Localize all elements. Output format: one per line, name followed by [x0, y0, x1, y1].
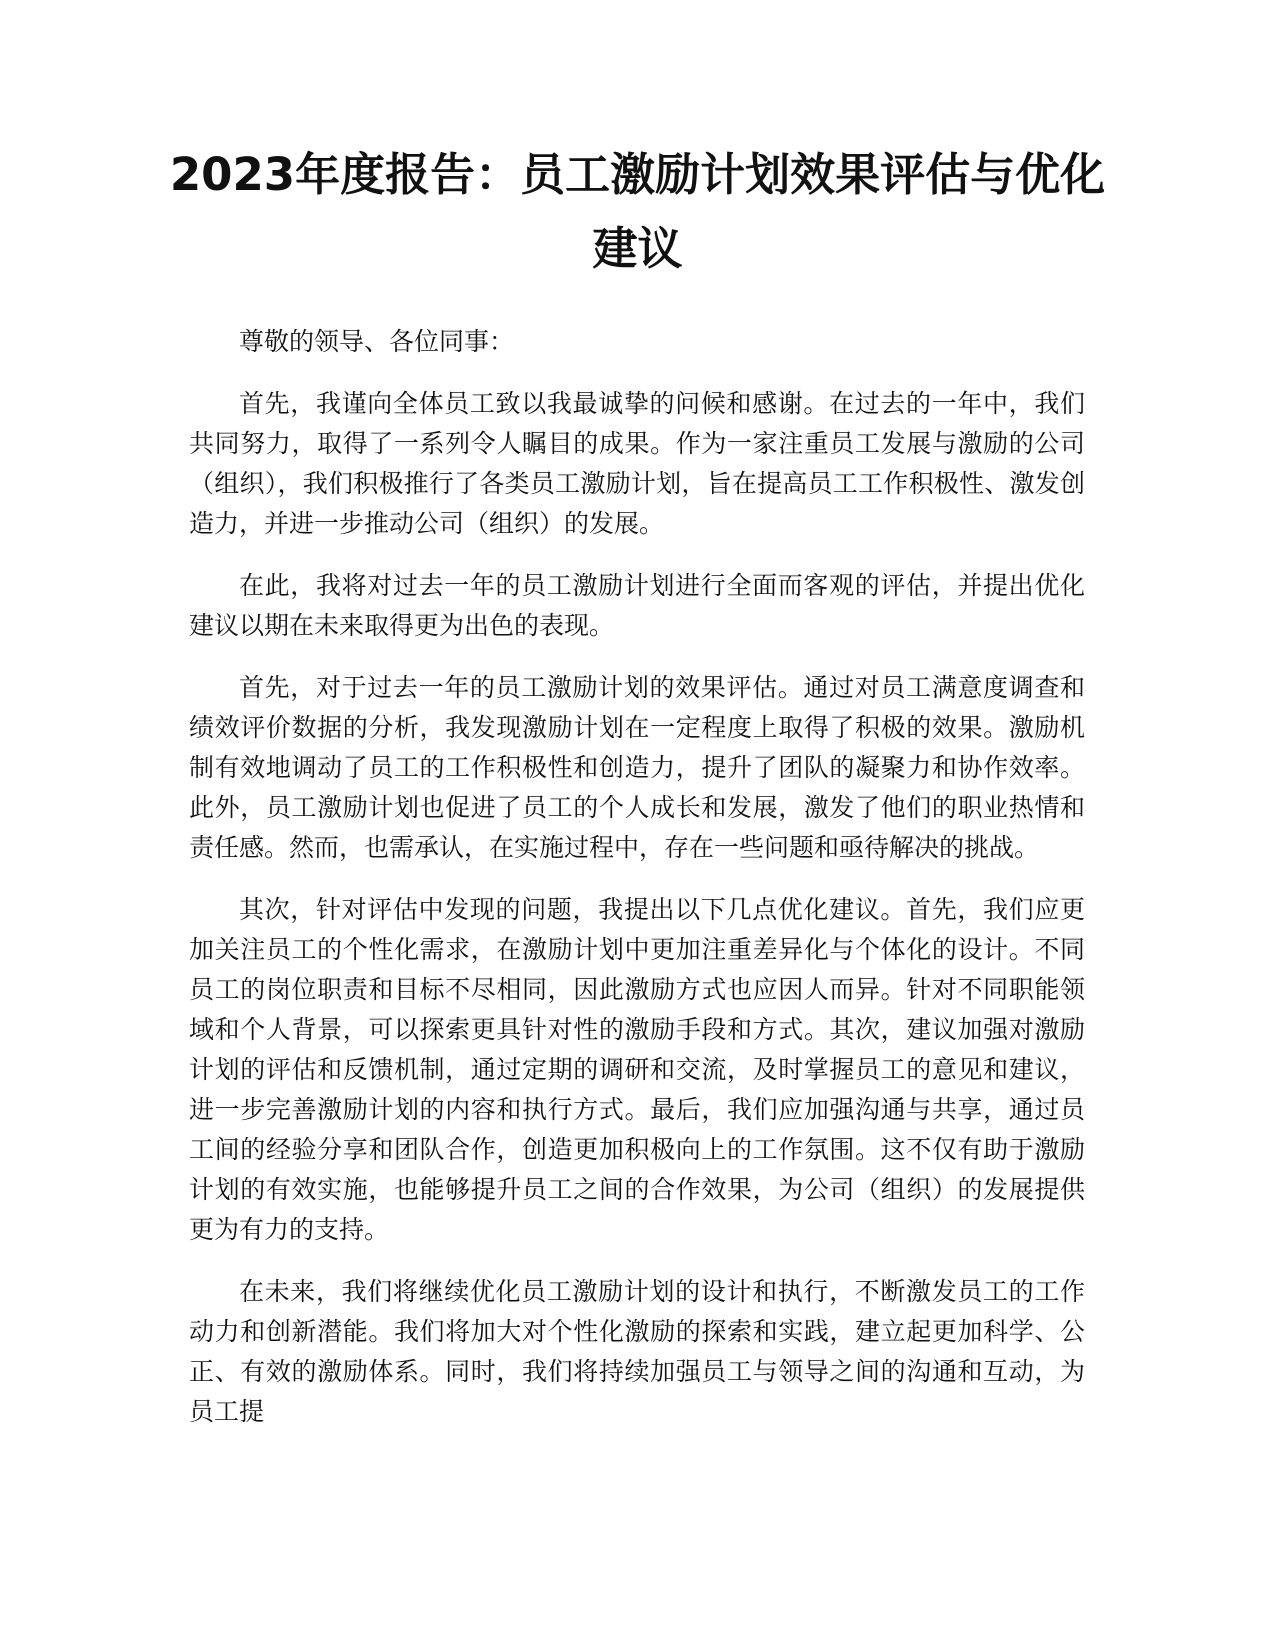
paragraph-3: 首先，对于过去一年的员工激励计划的效果评估。通过对员工满意度调查和绩效评价数据的分析，我发现激励计划在一定程度上取得了积极的效果。激励机制有效地调动了员工的工作积极性和创造力，提升了团队的凝聚力和协作效率。此外，员工激励计划也促进了员工的个人成长和发展，激发了他们的职业热情和责任感。然而，也需承认，在实施过程中，存在一些问题和亟待解决的挑战。: [189, 673, 1085, 862]
salutation: 尊敬的领导、各位同事：: [239, 327, 515, 356]
document-title: 2023年度报告：员工激励计划效果评估与优化建议: [169, 148, 1106, 275]
paragraph-2: 在此，我将对过去一年的员工激励计划进行全面而客观的评估，并提出优化建议以期在未来取得更为出色的表现。: [189, 571, 1085, 640]
paragraph-5: 在未来，我们将继续优化员工激励计划的设计和执行，不断激发员工的工作动力和创新潜能。我们将加大对个性化激励的探索和实践，建立起更加科学、公正、有效的激励体系。同时，我们将持续加强员工与领导之间的沟通和互动，为员工提: [189, 1277, 1085, 1426]
document-body: [189, 322, 1085, 1454]
paragraph-1: 首先，我谨向全体员工致以我最诚挚的问候和感谢。在过去的一年中，我们共同努力，取得了一系列令人瞩目的成果。作为一家注重员工发展与激励的公司（组织），我们积极推行了各类员工激励计划，旨在提高员工工作积极性、激发创造力，并进一步推动公司（组织）的发展。: [189, 389, 1085, 538]
paragraph-4: 其次，针对评估中发现的问题，我提出以下几点优化建议。首先，我们应更加关注员工的个性化需求，在激励计划中更加注重差异化与个体化的设计。不同员工的岗位职责和目标不尽相同，因此激励方式也应因人而异。针对不同职能领域和个人背景，可以探索更具针对性的激励手段和方式。其次，建议加强对激励计划的评估和反馈机制，通过定期的调研和交流，及时掌握员工的意见和建议，进一步完善激励计划的内容和执行方式。最后，我们应加强沟通与共享，通过员工间的经验分享和团队合作，创造更加积极向上的工作氛围。这不仅有助于激励计划的有效实施，也能够提升员工之间的合作效果，为公司（组织）的发展提供更为有力的支持。: [189, 895, 1085, 1244]
